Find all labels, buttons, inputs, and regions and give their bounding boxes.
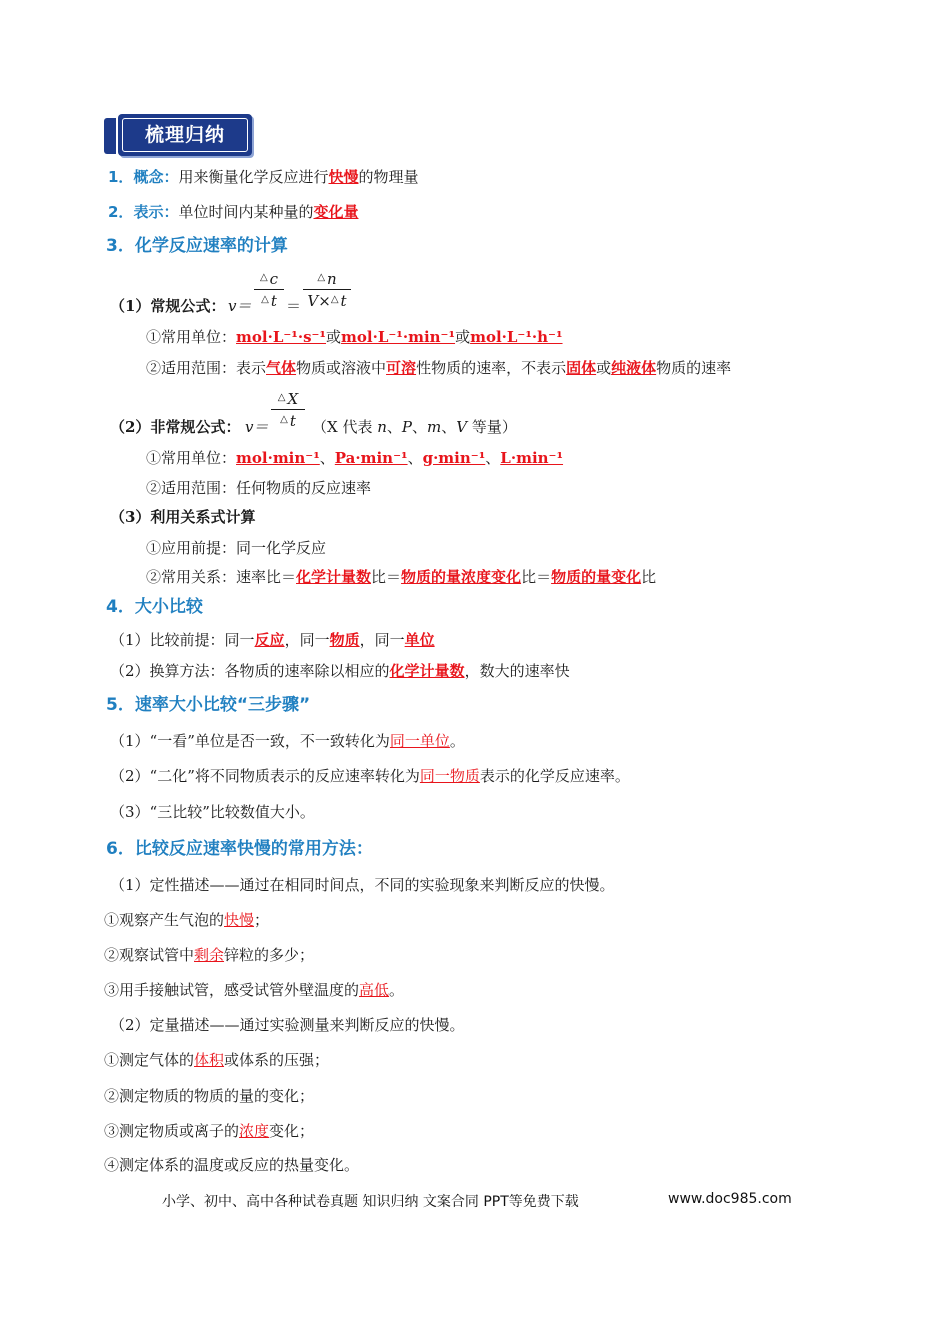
section-4-line-1 (110, 630, 435, 650)
text: （2）“二化”将不同物质表示的反应速率转化为 (110, 767, 420, 785)
text: 。 (449, 732, 465, 750)
formula-2-scope: ②适用范围：任何物质的反应速率 (146, 479, 372, 497)
text: 、 (412, 418, 428, 436)
footer-link[interactable]: www.doc985.com (668, 1191, 792, 1207)
section-4-heading: 4．大小比较 (106, 597, 203, 617)
delta-icon: △ (277, 392, 286, 403)
answer-keyword: 单位 (404, 631, 435, 649)
answer-keyword: mol·L⁻¹·min⁻¹ (341, 328, 456, 346)
text: ①常用单位： (146, 328, 237, 346)
section-6-item-b4: ④测定体系的温度或反应的热量变化。 (104, 1156, 360, 1174)
text: ，同一 (359, 631, 405, 649)
denominator: t (340, 292, 347, 310)
section-6-item-b1 (104, 1050, 329, 1070)
answer-keyword: g·min⁻¹ (422, 449, 486, 467)
formula-1-fraction-b (303, 268, 351, 311)
text: 比 (641, 568, 657, 586)
text: 变化； (269, 1122, 315, 1140)
badge-box (118, 114, 252, 156)
section-6-quantitative: （2）定量描述——通过实验测量来判断反应的快慢。 (110, 1016, 465, 1034)
text: 、 (407, 449, 423, 467)
denominator: t (270, 292, 277, 310)
answer-keyword: mol·min⁻¹ (236, 449, 320, 467)
text: ②观察试管中 (104, 946, 195, 964)
formula-1-units (146, 327, 563, 347)
answer-keyword: 浓度 (239, 1122, 270, 1140)
numerator: n (327, 270, 337, 288)
badge-title: 梳理归纳 (122, 118, 248, 152)
text: 、 (386, 418, 402, 436)
variable: m (427, 418, 442, 436)
text: ，数大的速率快 (464, 662, 570, 680)
text: ②适用范围：表示 (146, 359, 267, 377)
section-6-item-a2 (104, 945, 314, 965)
text: 的物理量 (358, 168, 419, 186)
answer-keyword: 气体 (266, 359, 297, 377)
answer-keyword: Pa·min⁻¹ (334, 449, 408, 467)
text: 物质的速率 (656, 359, 732, 377)
delta-icon: △ (280, 414, 288, 425)
text: 等量） (467, 418, 517, 436)
answer-keyword: 同一物质 (419, 767, 480, 785)
section-5-line-2 (110, 766, 630, 786)
text: 比＝ (371, 568, 402, 586)
formula-3-prefix: （3）利用关系式计算 (110, 508, 256, 526)
text: 用来衡量化学反应进行 (178, 168, 329, 186)
section-number: 2． (108, 203, 134, 221)
text: 或体系的压强； (224, 1051, 330, 1069)
answer-keyword: 体积 (194, 1051, 225, 1069)
answer-keyword: 快慢 (224, 911, 255, 929)
text: （2）换算方法：各物质的速率除以相应的 (110, 662, 390, 680)
section-4-line-2 (110, 661, 570, 681)
section-5-line-3: （3）“三比较”比较数值大小。 (110, 803, 315, 821)
variable: n (377, 418, 387, 436)
section-number: 1． (108, 168, 134, 186)
text: 单位时间内某种量的 (178, 203, 314, 221)
section-1-line (108, 167, 419, 187)
section-6-item-a3 (104, 980, 404, 1000)
formula-2-prefix: （2）非常规公式： (110, 418, 241, 436)
text: 或 (455, 328, 471, 346)
text: 性物质的速率，不表示 (416, 359, 567, 377)
text: 物质或溶液中 (296, 359, 387, 377)
text: ①测定气体的 (104, 1051, 195, 1069)
numerator: X (287, 390, 299, 408)
text: ③测定物质或离子的 (104, 1122, 240, 1140)
formula-2-units (146, 448, 563, 468)
answer-keyword: 纯液体 (611, 359, 657, 377)
section-6-item-b2: ②测定物质的物质的量的变化； (104, 1087, 315, 1105)
answer-keyword: 可溶 (386, 359, 417, 377)
text: ①常用单位： (146, 449, 237, 467)
section-6-qualitative: （1）定性描述——通过在相同时间点，不同的实验现象来判断反应的快慢。 (110, 876, 615, 894)
text: 。 (389, 981, 405, 999)
text: （X 代表 (312, 418, 378, 436)
text: 或 (326, 328, 342, 346)
text: ； (254, 911, 270, 929)
section-2-line (108, 202, 358, 222)
text: ③用手接触试管，感受试管外壁温度的 (104, 981, 360, 999)
text: 比＝ (521, 568, 552, 586)
text: 表示的化学反应速率。 (479, 767, 630, 785)
section-3-heading: 3．化学反应速率的计算 (106, 236, 288, 256)
footer-text: 小学、初中、高中各种试卷真题 知识归纳 文案合同 PPT等免费下载 (162, 1194, 579, 1210)
formula-2-note (312, 417, 517, 437)
answer-keyword: 化学计量数 (389, 662, 465, 680)
text: （1）比较前提：同一 (110, 631, 255, 649)
delta-icon: △ (330, 294, 339, 305)
formula-1-scope (146, 358, 731, 378)
section-6-heading: 6．比较反应速率快慢的常用方法： (106, 839, 373, 859)
formula-1-fraction-a (254, 268, 284, 311)
denominator: V× (307, 292, 331, 310)
answer-keyword: 固体 (566, 359, 597, 377)
text: 、 (441, 418, 457, 436)
section-6-item-a1 (104, 910, 269, 930)
answer-keyword: L·min⁻¹ (500, 449, 564, 467)
text: ②常用关系：速率比＝ (146, 568, 297, 586)
variable: P (401, 418, 412, 436)
formula-1-v: v＝ (228, 297, 252, 315)
text: 、 (485, 449, 501, 467)
badge-tab-decoration (104, 118, 116, 154)
text: ，同一 (284, 631, 330, 649)
answer-keyword: 剩余 (194, 946, 225, 964)
formula-2-v: v＝ (245, 418, 269, 436)
text: ①观察产生气泡的 (104, 911, 225, 929)
answer-keyword: 高低 (359, 981, 390, 999)
section-label: 概念： (133, 168, 179, 186)
text: （1）“一看”单位是否一致，不一致转化为 (110, 732, 390, 750)
text: 或 (596, 359, 612, 377)
answer-keyword: mol·L⁻¹·h⁻¹ (470, 328, 563, 346)
denominator: t (289, 412, 296, 430)
section-5-line-1 (110, 731, 465, 751)
delta-icon: △ (317, 272, 326, 283)
formula-2-fraction (271, 388, 305, 431)
answer-keyword: 物质的量浓度变化 (401, 568, 522, 586)
answer-keyword: 同一单位 (389, 732, 450, 750)
delta-icon: △ (259, 272, 268, 283)
answer-keyword: 物质的量变化 (551, 568, 642, 586)
answer-keyword: 快慢 (328, 168, 359, 186)
answer-keyword: 物质 (329, 631, 360, 649)
section-label: 表示： (133, 203, 179, 221)
formula-1-prefix: （1）常规公式： (110, 297, 226, 315)
formula-3-premise: ①应用前提：同一化学反应 (146, 539, 327, 557)
variable: V (456, 418, 468, 436)
formula-1-equals: ＝ (286, 297, 302, 315)
delta-icon: △ (261, 294, 269, 305)
title-badge (104, 112, 254, 160)
answer-keyword: 变化量 (313, 203, 359, 221)
answer-keyword: 化学计量数 (296, 568, 372, 586)
section-5-heading: 5．速率大小比较“三步骤” (106, 695, 311, 715)
formula-3-relation (146, 567, 656, 587)
answer-keyword: 反应 (254, 631, 285, 649)
answer-keyword: mol·L⁻¹·s⁻¹ (236, 328, 327, 346)
text: 锌粒的多少； (224, 946, 315, 964)
text: 、 (319, 449, 335, 467)
section-6-item-b3 (104, 1121, 314, 1141)
numerator: c (269, 270, 279, 288)
